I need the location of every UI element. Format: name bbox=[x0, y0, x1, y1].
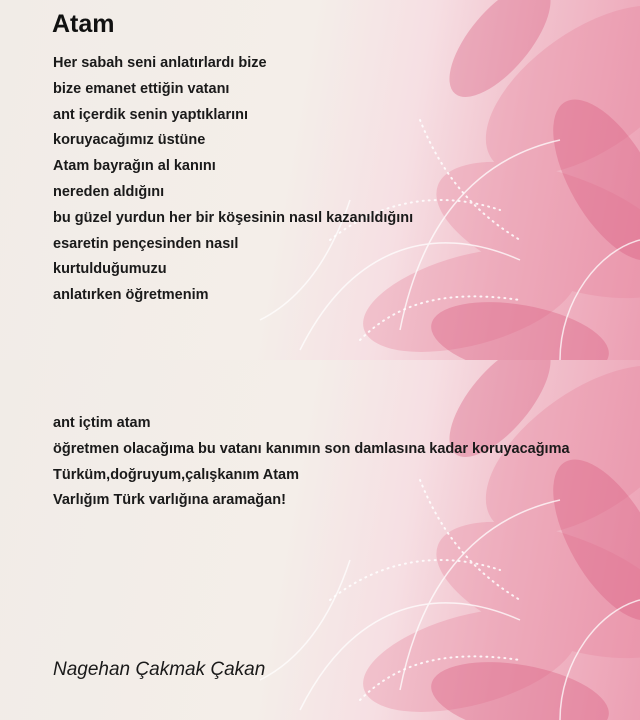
stanza-2 bbox=[53, 411, 570, 514]
poem-line: nereden aldığını bbox=[53, 183, 165, 200]
poem-line: bize emanet ettiğin vatanı bbox=[53, 80, 230, 97]
poem-line: öğretmen olacağıma bu vatanı kanımın son damlasına kadar koruyacağıma bbox=[53, 440, 570, 457]
poem-line: Türküm,doğruyum,çalışkanım Atam bbox=[53, 466, 300, 483]
poem-line: Varlığım Türk varlığına aramağan! bbox=[53, 492, 286, 509]
poem-line: bu güzel yurdun her bir köşesinin nasıl kazanıldığını bbox=[53, 209, 414, 226]
poem-line: koruyacağımız üstüne bbox=[53, 132, 206, 149]
poem-line: anlatırken öğretmenim bbox=[53, 287, 209, 304]
poem-line: ant içerdik senin yaptıklarını bbox=[53, 106, 249, 123]
poem-line: esaretin pençesinden nasıl bbox=[53, 235, 239, 252]
poem-title: Atam bbox=[52, 10, 115, 38]
poem-line: Her sabah seni anlatırlardı bize bbox=[53, 55, 267, 71]
poem-line: kurtulduğumuzu bbox=[53, 261, 167, 278]
poem-line: Atam bayrağın al kanını bbox=[53, 158, 216, 175]
author-name: Nagehan Çakmak Çakan bbox=[53, 659, 266, 680]
poem-line: ant içtim atam bbox=[53, 415, 151, 431]
stanza-1 bbox=[53, 51, 413, 309]
